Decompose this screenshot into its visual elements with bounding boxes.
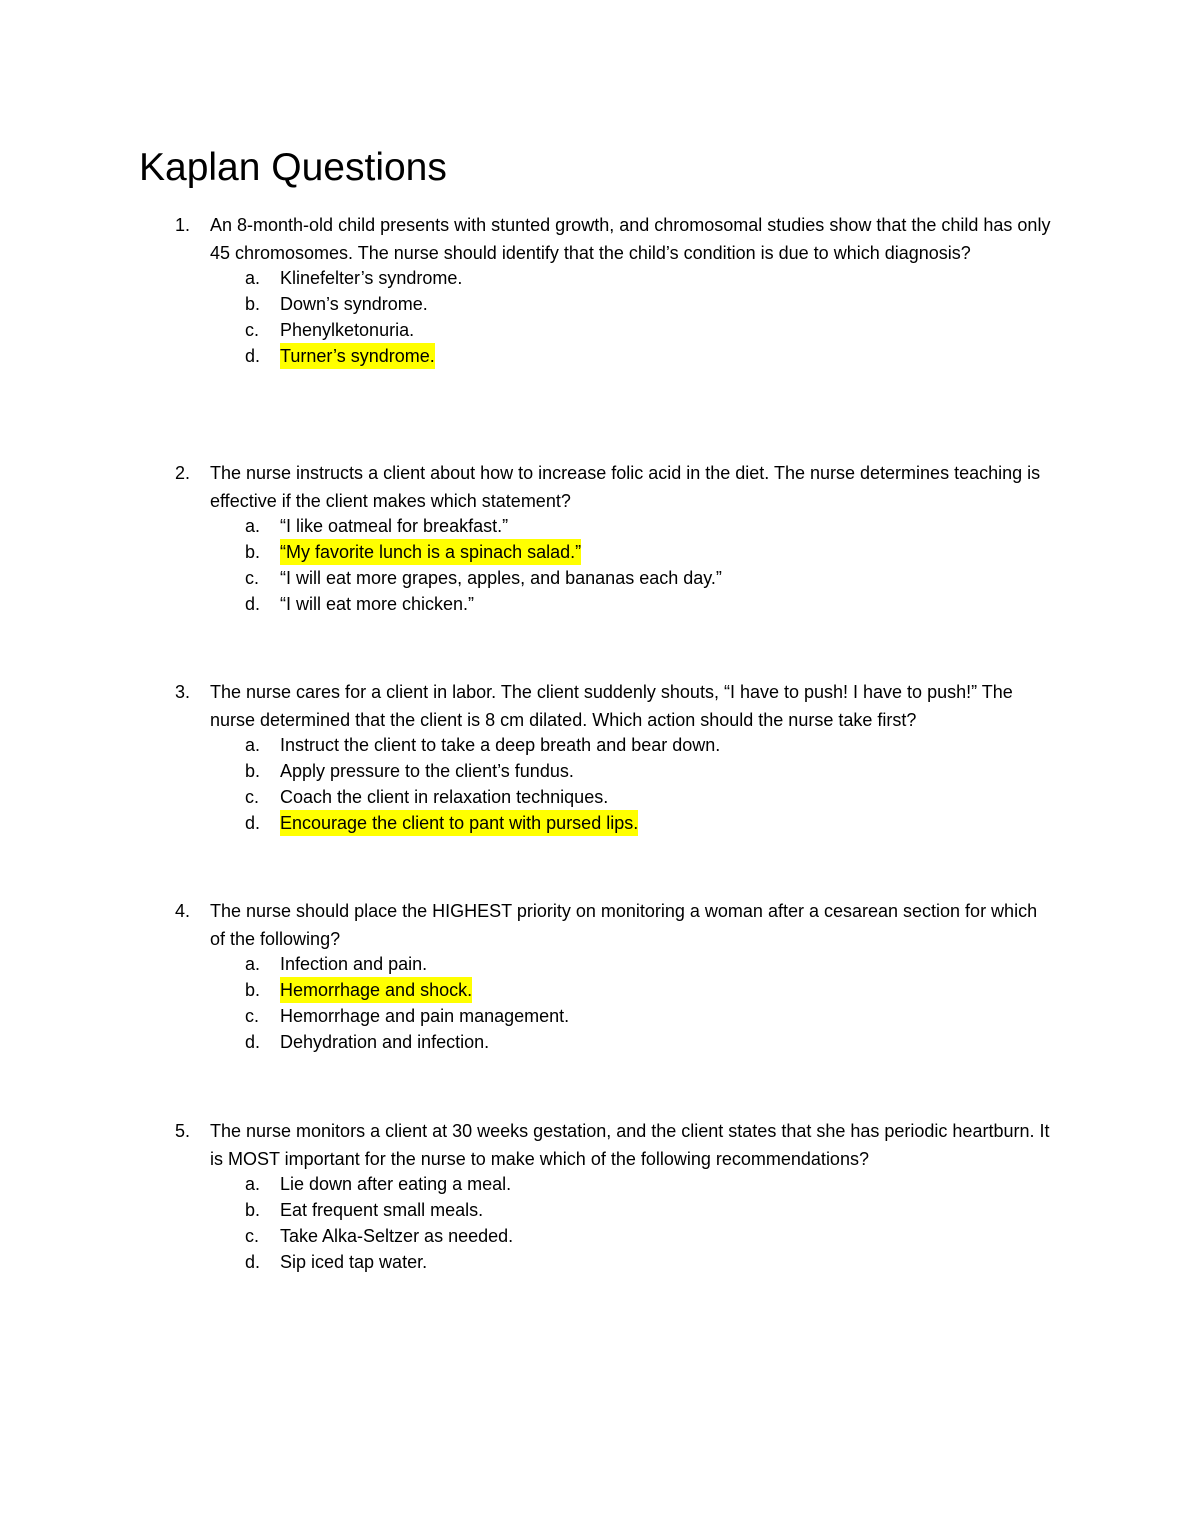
page-title: Kaplan Questions xyxy=(139,146,447,189)
option-b xyxy=(0,758,1190,784)
option-text: “I will eat more chicken.” xyxy=(280,594,475,614)
option-letter: d. xyxy=(245,1032,261,1052)
option-text: Apply pressure to the client’s fundus. xyxy=(280,761,574,781)
question-number: 1. xyxy=(175,215,191,235)
option-d xyxy=(0,343,1190,369)
option-d xyxy=(0,1249,1190,1275)
option-d xyxy=(0,1029,1190,1055)
option-letter: d. xyxy=(245,1252,261,1272)
option-text: Klinefelter’s syndrome. xyxy=(280,268,463,288)
option-text: Infection and pain. xyxy=(280,954,428,974)
option-letter: b. xyxy=(245,542,261,562)
option-c xyxy=(0,784,1190,810)
option-d xyxy=(0,810,1190,836)
option-text: Take Alka-Seltzer as needed. xyxy=(280,1226,514,1246)
option-a xyxy=(0,1171,1190,1197)
option-letter: b. xyxy=(245,980,261,1000)
question-text: The nurse cares for a client in labor. The client suddenly shouts, “I have to push! I have to push!” The nurse determined that the client is 8 cm dilated. Which action should the nurse take first? xyxy=(210,682,1013,730)
option-letter: a. xyxy=(245,1174,261,1194)
option-text: Sip iced tap water. xyxy=(280,1252,428,1272)
option-text: Hemorrhage and pain management. xyxy=(280,1006,570,1026)
option-c xyxy=(0,565,1190,591)
option-c xyxy=(0,317,1190,343)
question-number: 3. xyxy=(175,682,191,702)
option-letter: c. xyxy=(245,320,260,340)
option-b xyxy=(0,977,1190,1003)
option-a xyxy=(0,265,1190,291)
option-letter: c. xyxy=(245,568,260,588)
highlighted-answer: Encourage the client to pant with pursed lips. xyxy=(280,810,638,836)
question-number: 4. xyxy=(175,901,191,921)
option-b xyxy=(0,291,1190,317)
question-text: The nurse instructs a client about how to increase folic acid in the diet. The nurse determines teaching is effective if the client makes which statement? xyxy=(210,463,1041,511)
option-text: Coach the client in relaxation techniques. xyxy=(280,787,609,807)
option-text: “I will eat more grapes, apples, and bananas each day.” xyxy=(280,568,722,588)
question-number: 5. xyxy=(175,1121,191,1141)
option-letter: a. xyxy=(245,735,261,755)
option-letter: a. xyxy=(245,268,261,288)
highlighted-answer: Turner’s syndrome. xyxy=(280,343,435,369)
option-a xyxy=(0,951,1190,977)
option-letter: a. xyxy=(245,954,261,974)
option-letter: b. xyxy=(245,1200,261,1220)
option-d xyxy=(0,591,1190,617)
option-text: Dehydration and infection. xyxy=(280,1032,490,1052)
highlighted-answer: Hemorrhage and shock. xyxy=(280,977,472,1003)
option-letter: c. xyxy=(245,1006,260,1026)
option-letter: d. xyxy=(245,813,261,833)
option-c xyxy=(0,1003,1190,1029)
option-text: Down’s syndrome. xyxy=(280,294,428,314)
question-text: An 8-month-old child presents with stunted growth, and chromosomal studies show that the child has only 45 chromosomes. The nurse should identify that the child’s condition is due to which diagnosis? xyxy=(210,215,1051,263)
option-letter: d. xyxy=(245,346,261,366)
option-a xyxy=(0,513,1190,539)
option-text: “I like oatmeal for breakfast.” xyxy=(280,516,509,536)
option-a xyxy=(0,732,1190,758)
option-b xyxy=(0,539,1190,565)
highlighted-answer: “My favorite lunch is a spinach salad.” xyxy=(280,539,581,565)
option-letter: c. xyxy=(245,1226,260,1246)
option-letter: d. xyxy=(245,594,261,614)
option-letter: c. xyxy=(245,787,260,807)
option-text: Instruct the client to take a deep breath and bear down. xyxy=(280,735,721,755)
question-number: 2. xyxy=(175,463,191,483)
option-letter: b. xyxy=(245,761,261,781)
option-text: Eat frequent small meals. xyxy=(280,1200,484,1220)
option-b xyxy=(0,1197,1190,1223)
option-text: Lie down after eating a meal. xyxy=(280,1174,512,1194)
option-text: Phenylketonuria. xyxy=(280,320,415,340)
question-text: The nurse monitors a client at 30 weeks gestation, and the client states that she has periodic heartburn. It is MOST important for the nurse to make which of the following recommendations? xyxy=(210,1121,1050,1169)
option-c xyxy=(0,1223,1190,1249)
option-letter: a. xyxy=(245,516,261,536)
question-text: The nurse should place the HIGHEST priority on monitoring a woman after a cesarean section for which of the following? xyxy=(210,901,1038,949)
option-letter: b. xyxy=(245,294,261,314)
